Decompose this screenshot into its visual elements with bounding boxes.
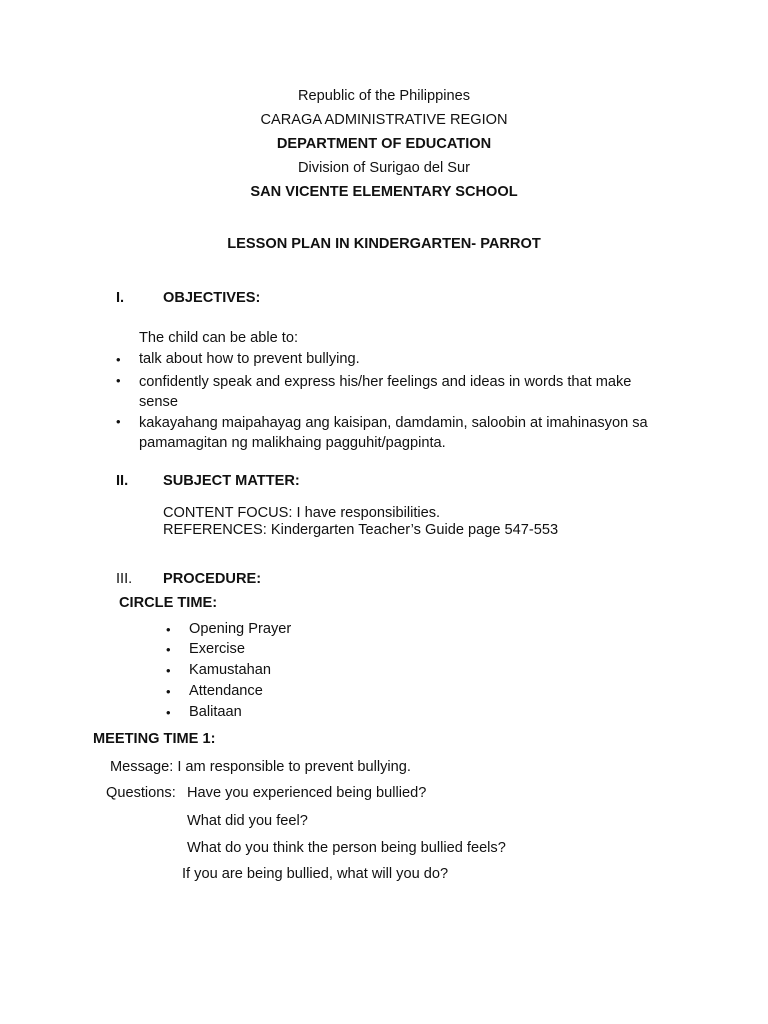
subject-matter-numeral: II. bbox=[116, 473, 129, 489]
objectives-intro: The child can be able to: bbox=[139, 330, 299, 346]
procedure-numeral: III. bbox=[116, 571, 133, 587]
question-item: If you are being bullied, what will you do? bbox=[182, 866, 449, 882]
circle-time-item: Exercise bbox=[189, 641, 245, 657]
content-focus: CONTENT FOCUS: I have responsibilities. bbox=[163, 505, 441, 521]
question-item: What did you feel? bbox=[187, 813, 308, 829]
meeting-time-heading: MEETING TIME 1: bbox=[93, 731, 216, 747]
header-division: Division of Surigao del Sur bbox=[298, 160, 470, 176]
questions-label: Questions: bbox=[106, 785, 176, 801]
circle-time-item: Kamustahan bbox=[189, 662, 271, 678]
procedure-heading: PROCEDURE: bbox=[163, 571, 262, 587]
objectives-numeral: I. bbox=[116, 290, 125, 306]
header-school: SAN VICENTE ELEMENTARY SCHOOL bbox=[250, 184, 518, 200]
bullet-icon: • bbox=[116, 373, 121, 388]
header-republic: Republic of the Philippines bbox=[298, 88, 470, 104]
bullet-icon: • bbox=[166, 622, 171, 637]
bullet-icon: • bbox=[166, 663, 171, 678]
objectives-heading: OBJECTIVES: bbox=[163, 290, 261, 306]
meeting-message: Message: I am responsible to prevent bullying. bbox=[110, 759, 411, 775]
references: REFERENCES: Kindergarten Teacher’s Guide page 547-553 bbox=[163, 522, 559, 538]
bullet-icon: • bbox=[116, 352, 121, 367]
bullet-icon: • bbox=[166, 705, 171, 720]
objective-item: talk about how to prevent bullying. bbox=[139, 351, 360, 367]
header-department: DEPARTMENT OF EDUCATION bbox=[276, 136, 492, 152]
document-title: LESSON PLAN IN KINDERGARTEN- PARROT bbox=[227, 236, 541, 252]
header-region: CARAGA ADMINISTRATIVE REGION bbox=[260, 112, 508, 128]
circle-time-item: Balitaan bbox=[189, 704, 242, 720]
subject-matter-heading: SUBJECT MATTER: bbox=[163, 473, 300, 489]
objective-item: confidently speak and express his/her feelings and ideas in words that make sense bbox=[139, 374, 632, 410]
bullet-icon: • bbox=[116, 414, 121, 429]
circle-time-heading: CIRCLE TIME: bbox=[119, 595, 218, 611]
bullet-icon: • bbox=[166, 684, 171, 699]
bullet-icon: • bbox=[166, 642, 171, 657]
question-item: What do you think the person being bullied feels? bbox=[187, 840, 506, 856]
objective-item: kakayahang maipahayag ang kaisipan, damdamin, saloobin at imahinasyon sa pamamagitan ng malikhaing pagguhit/pagpinta. bbox=[139, 415, 648, 451]
circle-time-item: Opening Prayer bbox=[189, 621, 292, 637]
question-item: Have you experienced being bullied? bbox=[187, 785, 427, 801]
circle-time-item: Attendance bbox=[189, 683, 263, 699]
